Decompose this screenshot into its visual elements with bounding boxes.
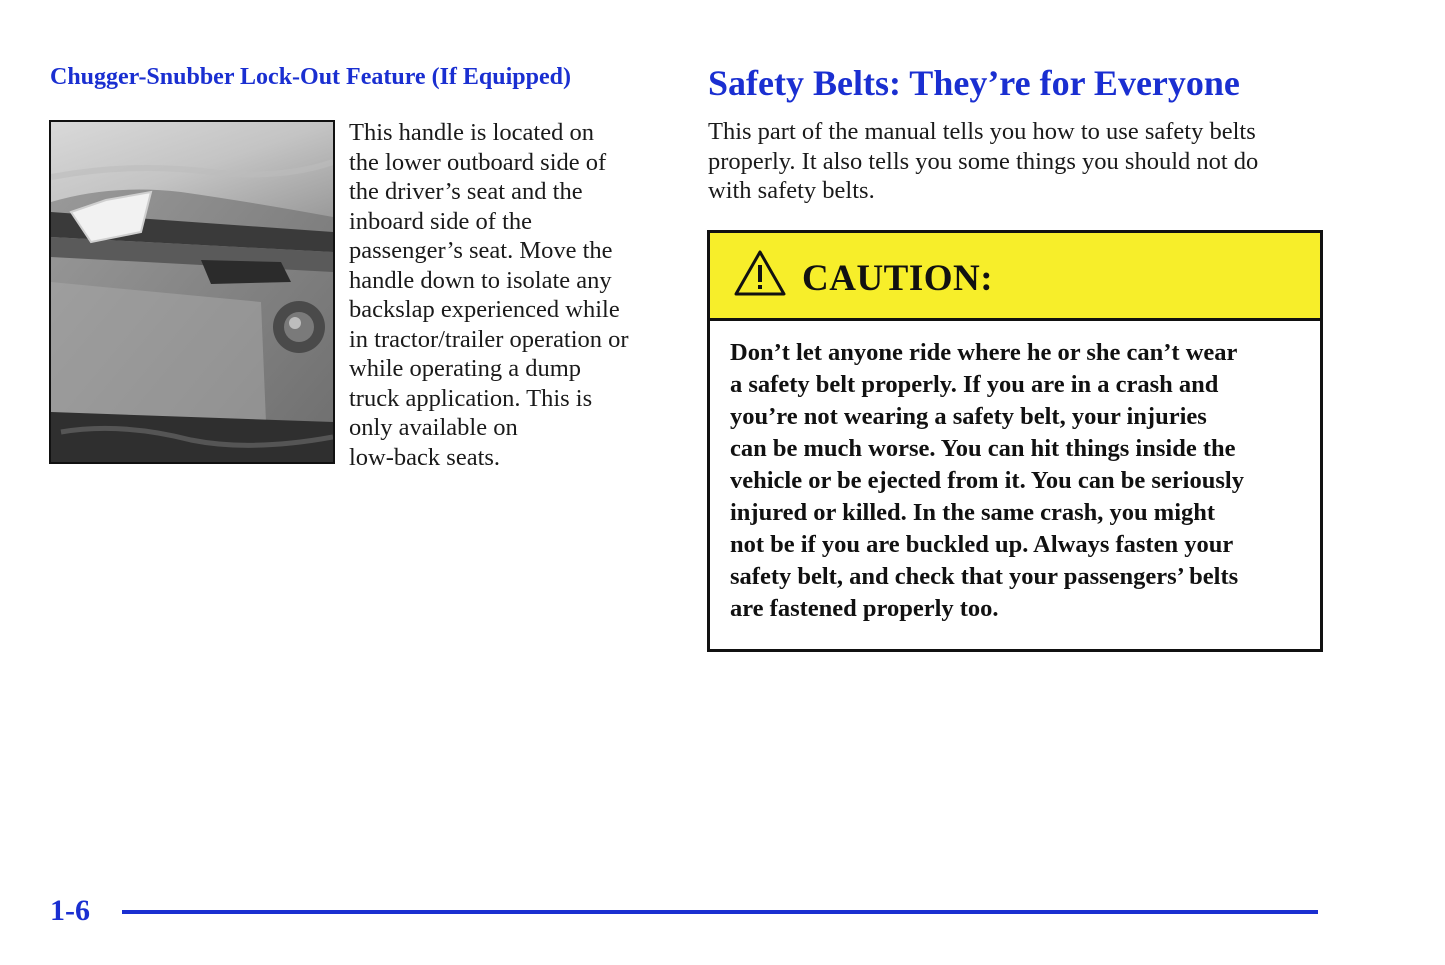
seat-handle-photo [49,120,335,464]
intro-line: This part of the manual tells you how to use safety belts [708,118,1256,145]
warning-triangle-icon [734,249,786,297]
caution-line: safety belt, and check that your passengers’ belts [730,563,1239,590]
description-line: This handle is located on [349,119,594,146]
section-heading-safety-belts: Safety Belts: They’re for Everyone [708,63,1240,103]
description-line: the driver’s seat and the [349,178,583,205]
page-number: 1-6 [50,894,90,927]
description-line: while operating a dump [349,355,582,382]
description-line: the lower outboard side of [349,148,607,176]
footer-rule [122,910,1318,914]
description-line: inboard side of the [349,207,533,235]
section-heading-chugger-snubber: Chugger-Snubber Lock-Out Feature (If Equipped) [50,64,571,90]
description-line: low-back seats. [349,443,501,471]
caution-line: can be much worse. You can hit things inside the [730,435,1236,462]
caution-line: Don’t let anyone ride where he or she can’t wear [730,339,1238,366]
caution-header [710,233,1320,321]
caution-box [707,230,1323,652]
safety-belts-intro [708,117,1328,206]
caution-line: vehicle or be ejected from it. You can be seriously [730,467,1244,494]
caution-line: a safety belt properly. If you are in a crash and [730,371,1219,398]
description-line: truck application. This is [349,384,593,412]
description-line: handle down to isolate any [349,266,612,294]
description-line: backslap experienced while [349,296,620,323]
caution-line: you’re not wearing a safety belt, your injuries [730,403,1207,430]
caution-message [730,337,1310,625]
description-line: in tractor/trailer operation or [349,325,629,353]
caution-line: are fastened properly too. [730,595,999,622]
caution-title: CAUTION: [802,258,994,299]
caution-line: not be if you are buckled up. Always fasten your [730,531,1234,558]
chugger-snubber-description [349,118,669,472]
description-line: passenger’s seat. Move the [349,237,613,264]
intro-line: properly. It also tells you some things you should not do [708,147,1259,175]
description-line: only available on [349,414,518,441]
intro-line: with safety belts. [708,177,875,204]
caution-line: injured or killed. In the same crash, you might [730,499,1216,526]
